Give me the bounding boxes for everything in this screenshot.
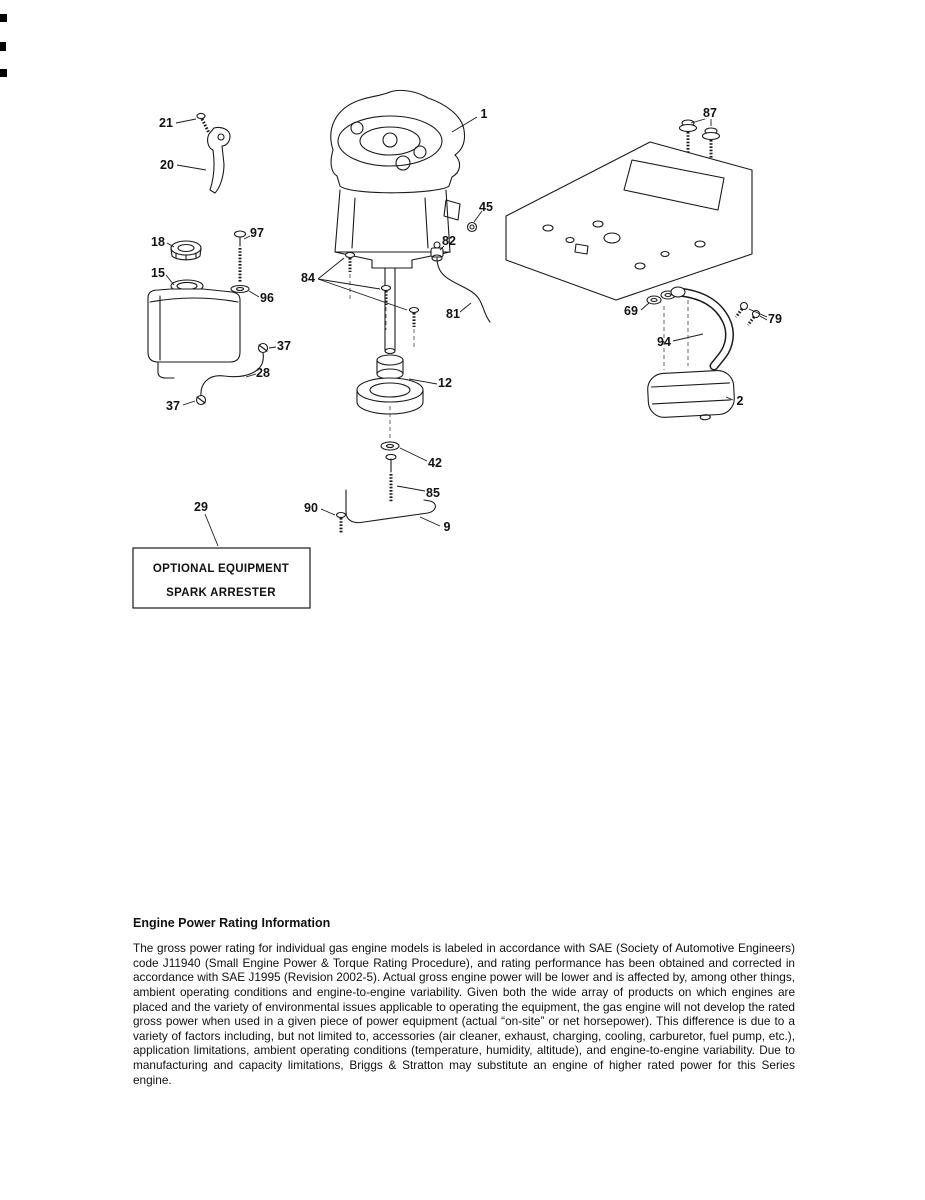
callout-97: 97 bbox=[250, 226, 264, 240]
optional-equipment-box bbox=[133, 548, 310, 608]
screws-79 bbox=[736, 303, 782, 327]
callout-1: 1 bbox=[480, 107, 488, 121]
clamp-37-upper bbox=[259, 339, 291, 353]
callout-2: 2 bbox=[736, 394, 744, 408]
fitting-82 bbox=[431, 234, 456, 257]
callout-15: 15 bbox=[151, 266, 165, 280]
callout-18: 18 bbox=[151, 235, 165, 249]
engine-assembly bbox=[331, 90, 488, 353]
callout-96: 96 bbox=[260, 291, 274, 305]
nut-45 bbox=[468, 200, 493, 232]
callout-29: 29 bbox=[194, 500, 208, 514]
pulley-12 bbox=[357, 355, 452, 414]
callout-45: 45 bbox=[479, 200, 493, 214]
callout-82: 82 bbox=[442, 234, 456, 248]
callout-9: 9 bbox=[443, 520, 451, 534]
clamp-37-lower bbox=[166, 396, 205, 414]
callout-37b: 37 bbox=[166, 399, 180, 413]
screw-21 bbox=[159, 113, 209, 133]
engine-power-info-section bbox=[133, 916, 795, 1087]
callout-28: 28 bbox=[256, 366, 270, 380]
muffler-2 bbox=[647, 370, 735, 423]
callout-87: 87 bbox=[703, 106, 717, 120]
callout-20: 20 bbox=[160, 158, 174, 172]
fuel-cap-18 bbox=[151, 235, 201, 260]
engine-info-heading: Engine Power Rating Information bbox=[133, 916, 331, 930]
callout-90: 90 bbox=[304, 501, 318, 515]
fuel-tank-15 bbox=[148, 266, 240, 378]
engine-info-body: The gross power rating for individual gas engine models is labeled in accordance with SAE (Society of Automotive Engineers) code J11940 (Small Engine Power & Torque Rating Procedure), and rating performance has been obtained and corrected in accordance with SAE J1995 (Revision 2002-5). Actual gross engine power will be lower and is affected by, among other things, ambient operating conditions and engine-to-engine variability. Given both the wide array of products on which engines are placed and the variety of environmental issues applicable to operating the equipment, the gas engine will not develop the rated gross power when used in a given piece of power equipment (actual “on-site” or net horsepower). This difference is due to a variety of factors including, but not limited to, accessories (air cleaner, exhaust, charging, cooling, carburetor, fuel pump, etc.), application limitations, ambient operating conditions (temperature, humidity, altitude), and engine-to-engine variability. Due to manufacturing and capacity limitations, Briggs & Stratton may substitute an engine of higher rated power for this Series engine. bbox=[133, 941, 795, 1087]
callout-85: 85 bbox=[426, 486, 440, 500]
bolt-97 bbox=[235, 226, 264, 282]
callout-69: 69 bbox=[624, 304, 638, 318]
callout-37a: 37 bbox=[277, 339, 291, 353]
callout-12: 12 bbox=[438, 376, 452, 390]
fuel-hose-81 bbox=[432, 255, 490, 322]
callout-94: 94 bbox=[657, 335, 671, 349]
callout-84: 84 bbox=[301, 271, 315, 285]
optional-equipment-callout bbox=[194, 500, 218, 546]
callout-42: 42 bbox=[428, 456, 442, 470]
callout-79: 79 bbox=[768, 312, 782, 326]
bracket-20 bbox=[160, 127, 230, 193]
chassis-frame bbox=[506, 142, 752, 300]
spark-arrester-label: SPARK ARRESTER bbox=[166, 587, 276, 599]
callout-81: 81 bbox=[446, 307, 460, 321]
screw-90 bbox=[304, 501, 345, 534]
mounting-screws-84 bbox=[301, 253, 418, 349]
callout-21: 21 bbox=[159, 116, 173, 130]
optional-equipment-label: OPTIONAL EQUIPMENT bbox=[152, 563, 290, 575]
